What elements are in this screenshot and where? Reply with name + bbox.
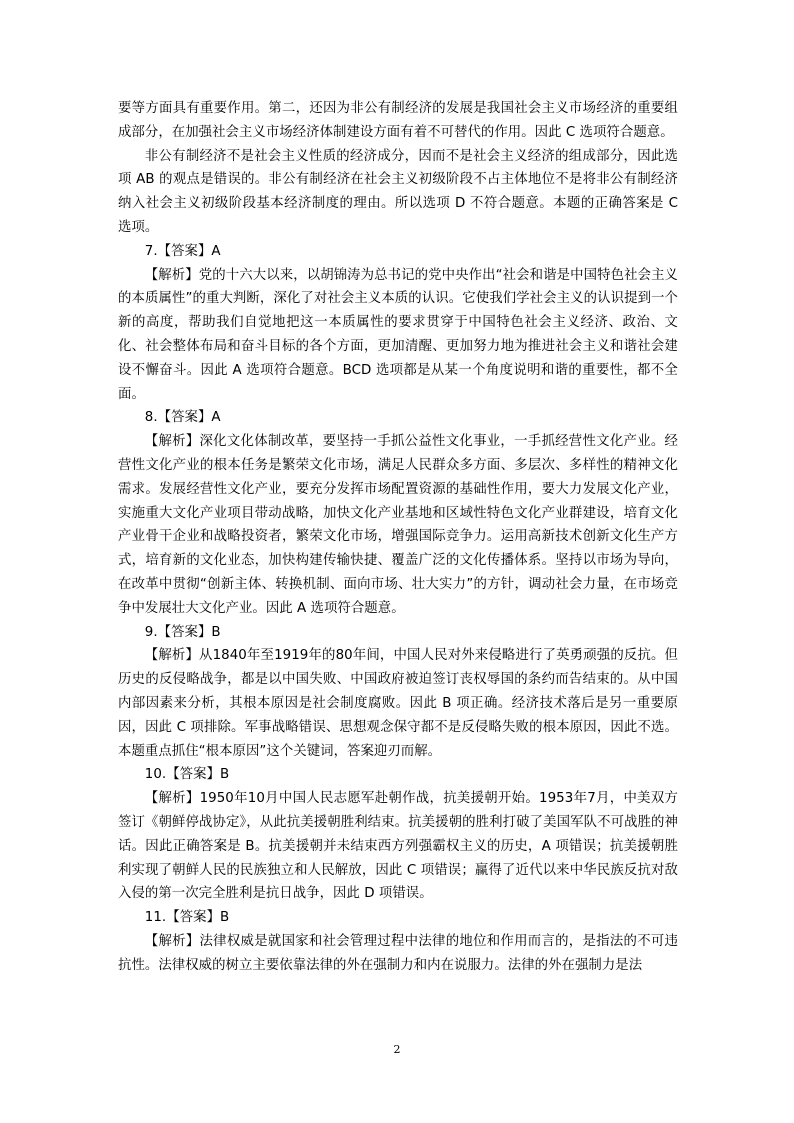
answer-7-heading: 7.【答案】A xyxy=(144,243,221,259)
answer-8-heading: 8.【答案】A xyxy=(144,410,221,426)
analysis-11: 【解析】法律权威是就国家和社会管理过程中法律的地位和作用而言的，是指法的不可违抗性。法律权威的树立主要依靠法律的外在强制力和内在说服力。法律的外在强制力是法 xyxy=(118,933,678,973)
answer-11-heading: 11.【答案】B xyxy=(144,910,230,926)
paragraph-continuation: 要等方面具有重要作用。第二，还因为非公有制经济的发展是我国社会主义市场经济的重要组成部分，在加强社会主义市场经济体制建设方面有着不可替代的作用。因此 C 选项符合题意。 xyxy=(118,101,678,140)
analysis-9: 【解析】从1840年至1919年的80年间，中国人民对外来侵略进行了英勇顽强的反抗。但历史的反侵略战争，都是以中国失败、中国政府被迫签订丧权辱国的条约而告结束的。从中国内部因素来分析，其根本原因是社会制度腐败。因此 B 项正确。经济技术落后是另一重要原因，因此 C 项排除。军事战略错误、思想观念保守都不是反侵略失败的根本原因，因此不选。本题重点抓住“根本原因”这个关键词，答案迎刃而解。 xyxy=(118,648,678,759)
analysis-10: 【解析】1950年10月中国人民志愿军赴朝作战，抗美援朝开始。1953年7月，中美双方签订《朝鲜停战协定》，从此抗美援朝胜利结束。抗美援朝的胜利打破了美国军队不可战胜的神话。因此正确答案是 B。抗美援朝并未结束西方列强霸权主义的历史，A 项错误；抗美援朝胜利实现了朝鲜人民的民族独立和人民解放，因此 C 项错误；赢得了近代以来中华民族反抗对敌入侵的第一次完全胜利是抗日战争，因此 D 项错误。 xyxy=(118,791,678,902)
analysis-7: 【解析】党的十六大以来，以胡锦涛为总书记的党中央作出“社会和谐是中国特色社会主义的本质属性”的重大判断，深化了对社会主义本质的认识。它使我们学社会主义的认识提到一个新的高度，帮助我们自觉地把这一本质属性的要求贯穿于中国特色社会主义经济、政治、文化、社会整体布局和奋斗目标的各个方面，更加清醒、更加努力地为推进社会主义和谐社会建设不懈奋斗。因此 A 选项符合题意。BCD 选项都是从某一个角度说明和谐的重要性，都不全面。 xyxy=(118,267,678,402)
document-body xyxy=(118,97,678,977)
paragraph-explanation: 非公有制经济不是社会主义性质的经济成分，因而不是社会主义经济的组成部分，因此选项 AB 的观点是错误的。非公有制经济在社会主义初级阶段不占主体地位不是将非公有制经济纳入社会主义初级阶段基本经济制度的理由。所以选项 D 不符合题意。本题的正确答案是 C 选项。 xyxy=(118,148,678,235)
answer-9-heading: 9.【答案】B xyxy=(144,624,221,640)
page-number: 2 xyxy=(393,1043,401,1056)
analysis-8: 【解析】深化文化体制改革，要坚持一手抓公益性文化事业，一手抓经营性文化产业。经营性文化产业的根本任务是繁荣文化市场，满足人民群众多方面、多层次、多样性的精神文化需求。发展经营性文化产业，要充分发挥市场配置资源的基础性作用，要大力发展文化产业，实施重大文化产业项目带动战略，加快文化产业基地和区域性特色文化产业群建设，培育文化产业骨干企业和战略投资者，繁荣文化市场，增强国际竞争力。运用高新技术创新文化生产方式，培育新的文化业态，加快构建传输快捷、覆盖广泛的文化传播体系。坚持以市场为导向，在改革中贯彻“创新主体、转换机制、面向市场、壮大实力”的方针，调动社会力量，在市场竞争中发展壮大文化产业。因此 A 选项符合题意。 xyxy=(118,434,678,616)
answer-10-heading: 10.【答案】B xyxy=(144,767,230,783)
